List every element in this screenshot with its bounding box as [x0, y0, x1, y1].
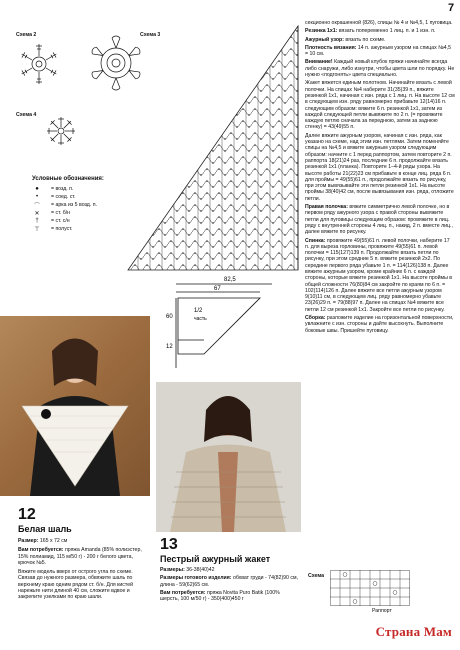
item-12-size [18, 538, 148, 544]
dim-67: 67 [214, 286, 221, 292]
assembly-text: разложите изделие на горизонтальной поверхности, увлажните с изн. стороны и дайте высохнуть. Выполните боковые швы. Пришейте пуговицу. [305, 315, 454, 334]
right-front-heading: Правая полочка: [305, 204, 348, 211]
item-13-title: Пестрый ажурный жакет [160, 554, 271, 564]
rapport-label: Раппорт [372, 608, 392, 614]
item-12-size-heading: Размер: [18, 538, 39, 544]
item-12-materials-heading: Вам потребуется: [18, 547, 64, 554]
attention-text: Каждый новый клубок пряжи начинайте всегда либо снаружи, либо изнутри, чтобы цвета шли по порядку. Не нужно «подгонять» цвета специально. [305, 59, 455, 79]
legend-label: = соед. ст. [51, 194, 76, 201]
jacket-schematic [164, 268, 294, 378]
mini-lace-scheme [330, 570, 410, 606]
rib-para [305, 28, 455, 34]
scheme-4-diagram [44, 114, 78, 148]
item-13-materials-heading: Вам потребуется: [160, 589, 206, 596]
item-13-dimensions-heading: Размеры готового изделия: [160, 575, 232, 582]
attention-para [305, 59, 455, 78]
item-13-block [160, 536, 300, 602]
gauge-para [305, 45, 455, 58]
slip-stitch-icon: • [35, 194, 39, 201]
back-text: провяжите 49(55)61 п. левой полочки, наберите 17 п. для выреза горловины, провяжите 49(55)61 п. левой полочки = 115(127)139 п. Продолжайте вязать петли по рисунку, при этом средние 5 п. вяжите резинкой 2х2. По середине первого ряда убавьте 1 п. = 114(126)138 п. Далее вяжите ажурным узором, кроме крайних 6 п. с каждой стороны, которые вяжите резинкой 1х1. На высоте проймы в общей сложности 76(80)84 см закройте по краям по 6 п. = 102(114)126 п. Далее вяжите все петли ажурным узором 9(10)11 см, в следующем лиц. ряду равномерно убавьте 23(26)29 п. = 79(88)97 п. Далее на спицах №4 вяжите все петли 12 см резинкой 1х1. Закройте все петли по рисунку. [305, 237, 452, 313]
legend-label: = возд. п. [51, 186, 74, 193]
watermark-part-a: Страна [375, 624, 421, 639]
item-13-sizes-heading: Размеры: [160, 567, 185, 573]
chain-stitch-icon: ● [35, 186, 39, 193]
single-crochet-icon: ✕ [34, 210, 40, 217]
left-front-para: Жакет вяжется единым полотном. Начинайте вязать с левой полочки. На спицах №4 наберите 31(35)39 п., вяжите резинкой 1х1, начиная с изн. ряда с 1 лиц. п. На высоте 12 см в следующем изн. ряду равномерно прибавьте 12(14)16 п. следующим образом: вяжите 6 п. резинкой 1х1, затем из каждой следующей петли вывяжите по 2 п. (= провяжите каждую петлю сначала за переднюю, затем за заднюю стенку) = 43(49)55 п. [305, 80, 455, 131]
photo-lace-jacket [156, 382, 301, 532]
assembly-heading: Сборка: [305, 315, 326, 322]
legend-title: Условные обозначения: [32, 176, 104, 182]
scheme-4-label: Схема 4 [16, 112, 37, 118]
dim-82: 82,5 [224, 277, 236, 283]
legend-label: = ст. с/н [51, 218, 70, 225]
item-12-instructions: Вяжите модель вверх от острого угла по схеме. Связав до нужного размера, обвяжите шаль по верхнему краю одним рядом ст. б/н. Для кистей нарежьте нити длиной 40 см, сложите вдвое и закрепите узелками по краю шали. [18, 569, 133, 601]
lace-work-para: Далее вяжите ажурным узором, начиная с изн. ряда, как указано на схеме, над этим изн. петлями. Затем поменяйте спицы на №4,5 и вяжите ажурным узором следующим образом: начните с 1 перед раппортом, затем повторите 2 п. раппорта 18(21)24 раз, последние 6 п. продолжайте вязать резинкой 1х1 (планка). Повторите 1–4-й ряды узора. На высоте работы 21(22)23 см прибавьте в конце лиц. ряда 6 п. для проймы = 49(55)61 п., продолжайте вязать по рисунку, при этом вывязывайте эти петли резинкой 1х1. На высоте проймы 38(40)42 см, после вывязывания изн. ряда, отложите петли. [305, 132, 454, 202]
lace-heading: Ажурный узор: [305, 36, 344, 43]
dim-part: часть [194, 316, 207, 322]
item-13-sizes [160, 567, 300, 573]
photo-white-shawl [0, 316, 150, 496]
gauge-text: 14 п. ажурным узором на спицах №4,5 = 10 см. [305, 44, 451, 58]
item-13-materials [160, 590, 300, 603]
back-para [305, 238, 455, 314]
right-front-text: вяжите симметрично левой полочке, но в первом ряду ажурного узора с правой стороны вывяжите петли для пуговицы следующим образом: провяжите в лиц. ряду с внутренней стороны 4 лиц. п., накид, 2 п. вместе лиц., далее вяжите по рисунку. [305, 204, 453, 236]
item-13-materials-text: пряжа Novita Puro Batik (100% шерсть, 100 м/50 г) - 350(400)450 г [160, 589, 280, 603]
item-13-sizes-value: 36-38(40)42 [184, 567, 215, 573]
scheme-2-label: Схема 2 [16, 32, 37, 38]
item-12-materials-text: пряжа Amanda (85% полиэстер, 15% полиамид, 115 м/50 г) - 200 г белого цвета, крючок №5. [18, 547, 142, 566]
site-watermark [376, 624, 452, 640]
model-shawl-illustration [0, 316, 150, 496]
scheme-3-label: Схема 3 [140, 32, 161, 38]
item-12-block [18, 506, 148, 601]
legend-label: = полуст. [51, 226, 73, 233]
rib-text: вязать попеременно 1 лиц. п. и 1 изн. п. [337, 28, 436, 35]
item-12-materials [18, 547, 148, 566]
materials-cont: секционно окрашенной (826), спицы № 4 и №4,5, 1 пуговица. [305, 20, 453, 26]
item-13-dimensions [160, 575, 300, 588]
scheme-2-diagram [14, 40, 64, 88]
arch-icon: ⌒ [33, 203, 40, 210]
double-crochet-icon: † [35, 218, 39, 225]
rib-heading: Резинка 1х1: [305, 28, 338, 35]
page-number: 7 [448, 2, 455, 14]
lace-text: вязать по схеме. [343, 36, 386, 43]
shawl-lace-chart [120, 22, 302, 274]
dim-12: 12 [166, 344, 173, 350]
dim-60: 60 [166, 314, 173, 320]
legend-label: = ст. б/н [51, 210, 71, 217]
mini-scheme-label: Схема [308, 573, 324, 579]
lace-para [305, 37, 455, 43]
watermark-part-b: Мам [420, 624, 452, 639]
item-13-dimensions-text: обхват груди - 74(82)90 см, длина - 59(62)65 см. [160, 575, 298, 588]
legend-label: = арка из 5 возд. п. [51, 202, 97, 209]
gauge-heading: Плотность вязания: [305, 44, 357, 51]
dim-half: 1/2 [194, 308, 203, 314]
item-12-number: 12 [18, 506, 36, 523]
attention-heading: Внимание! [305, 59, 333, 66]
item-12-title: Белая шаль [18, 524, 72, 534]
assembly-para [305, 315, 455, 334]
half-double-icon: ⊤ [34, 226, 40, 233]
right-front-para [305, 204, 455, 235]
item-13-number: 13 [160, 536, 178, 553]
model-jacket-illustration [156, 382, 301, 532]
instructions-column [305, 2, 455, 336]
item-12-size-value: 165 х 72 см [38, 538, 68, 544]
back-heading: Спинка: [305, 237, 326, 244]
